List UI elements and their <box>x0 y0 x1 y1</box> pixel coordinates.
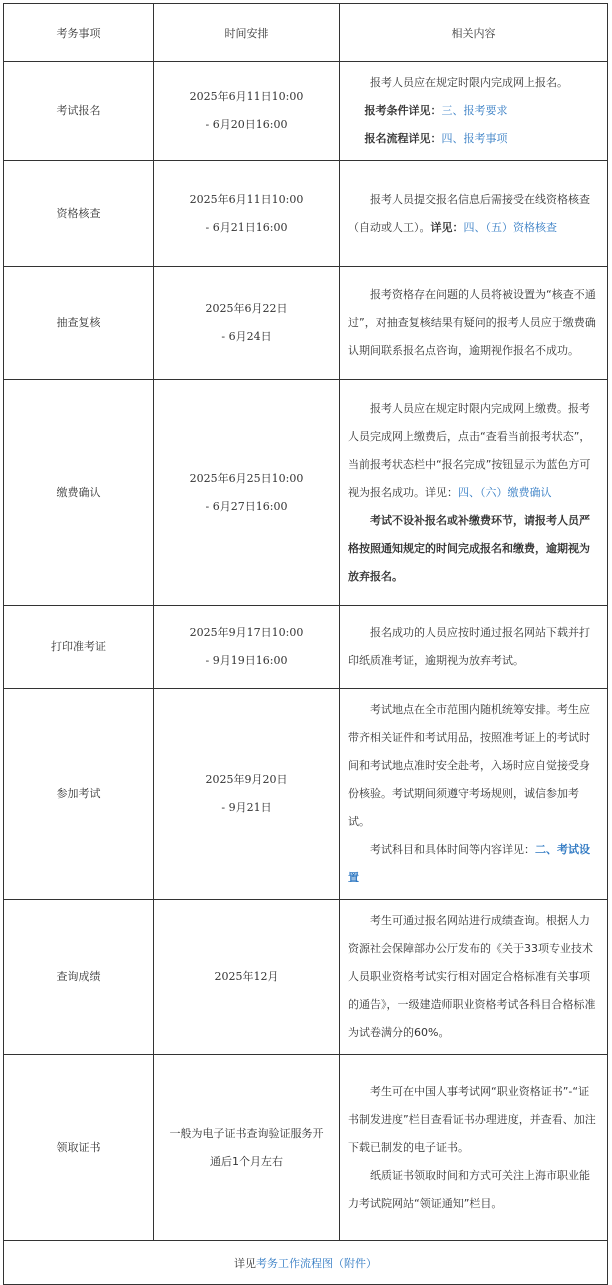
content-paragraph <box>348 186 600 242</box>
content-paragraph: 报名成功的人员应按时通过报名网站下载并打印纸质准考证，逾期视为放弃考试。 <box>348 626 590 667</box>
content-paragraph: 报考资格存在问题的人员将被设置为“核查不通过”，对抽查复核结果有疑问的报考人员应于缴费确认期间联系报名点咨询，逾期视作报名不成功。 <box>348 288 596 357</box>
content-paragraph: 考生可在中国人事考试网“职业资格证书”-“证书制发进度”栏目查看证书办理进度，并查看、加注下载已制发的电子证书。 <box>348 1084 596 1154</box>
table-row <box>4 62 608 161</box>
row-content <box>340 380 608 606</box>
row-content <box>340 62 608 161</box>
row-content <box>340 267 608 380</box>
content-paragraph <box>348 97 600 125</box>
exam-schedule-table <box>3 3 608 1285</box>
row-name: 抽查复核 <box>4 267 154 380</box>
row-time <box>154 900 340 1055</box>
row-name: 缴费确认 <box>4 380 154 606</box>
table-row <box>4 900 608 1055</box>
table-row <box>4 380 608 606</box>
header-row <box>4 4 608 62</box>
footer-prefix: 详见 <box>234 1256 256 1270</box>
row-name: 资格核查 <box>4 161 154 267</box>
footer-cell <box>4 1241 608 1285</box>
time-start: 一般为电子证书查询验证服务开 <box>169 1126 324 1140</box>
time-end: - 6月21日16:00 <box>205 220 288 234</box>
content-paragraph <box>348 125 600 153</box>
content-text: 考试科目和具体时间等内容详见： <box>370 843 535 856</box>
header-item: 考务事项 <box>4 4 154 62</box>
bold-label: 详见： <box>430 220 464 234</box>
row-time <box>154 161 340 267</box>
row-content <box>340 161 608 267</box>
table-row <box>4 1055 608 1241</box>
row-content <box>340 900 608 1055</box>
row-content <box>340 689 608 900</box>
link-exam-settings[interactable]: 二、考试设置 <box>348 843 590 884</box>
time-end: - 6月24日 <box>221 330 272 343</box>
link-workflow-attachment[interactable]: 考务工作流程图（附件） <box>256 1256 377 1270</box>
row-name: 查询成绩 <box>4 900 154 1055</box>
time-end: - 9月21日 <box>221 801 272 814</box>
content-paragraph <box>348 507 600 591</box>
row-content <box>340 1055 608 1241</box>
content-paragraph: 报考人员应在规定时限内完成网上报名。 <box>370 76 568 89</box>
time-start: 2025年9月20日 <box>205 773 288 786</box>
bold-label: 报考条件详见： <box>364 104 442 117</box>
row-time <box>154 606 340 689</box>
header-time: 时间安排 <box>154 4 340 62</box>
row-time <box>154 267 340 380</box>
time-end: - 6月27日16:00 <box>205 499 288 513</box>
row-time <box>154 62 340 161</box>
time-start: 2025年12月 <box>214 970 279 983</box>
row-name: 领取证书 <box>4 1055 154 1241</box>
table-row <box>4 689 608 900</box>
footer-row <box>4 1241 608 1285</box>
time-start: 2025年6月25日10:00 <box>189 471 304 485</box>
content-paragraph: 考试地点在全市范围内随机统筹安排。考生应带齐相关证件和考试用品，按照准考证上的考试时间和考试地点准时安全赴考，入场时应自觉接受身份核验。考试期间须遵守考场规则，诚信参加考试。 <box>348 703 590 828</box>
row-content <box>340 606 608 689</box>
bold-notice: 考试不设补报名或补缴费环节，请报考人员严格按照通知规定的时间完成报名和缴费，逾期视为放弃报名。 <box>348 513 590 583</box>
content-paragraph: 纸质证书领取时间和方式可关注上海市职业能力考试院网站“领证通知”栏目。 <box>348 1168 590 1210</box>
link-qualification-check[interactable]: 四、（五）资格核查 <box>463 220 557 234</box>
link-payment-confirm[interactable]: 四、（六）缴费确认 <box>458 485 552 499</box>
time-start: 2025年6月22日 <box>205 302 288 315</box>
row-time <box>154 689 340 900</box>
table-row <box>4 161 608 267</box>
row-time <box>154 380 340 606</box>
row-name: 参加考试 <box>4 689 154 900</box>
content-paragraph: 考生可通过报名网站进行成绩查询。根据人力资源社会保障部办公厅发布的《关于33项专业技术人员职业资格考试实行相对固定合格标准有关事项的通告》，一级建造师职业资格考试各科目合格标准为试卷满分的60%。 <box>348 914 596 1039</box>
header-content: 相关内容 <box>340 4 608 62</box>
row-name: 考试报名 <box>4 62 154 161</box>
content-text: 报考人员提交报名信息后需接受在线资格核查（自动或人工）。 <box>348 192 590 234</box>
time-start: 2025年9月17日10:00 <box>189 626 304 639</box>
table-row <box>4 606 608 689</box>
link-requirements[interactable]: 三、报考要求 <box>441 104 508 117</box>
time-start: 2025年6月11日10:00 <box>189 192 304 206</box>
link-registration[interactable]: 四、报考事项 <box>441 132 508 145</box>
content-paragraph <box>348 836 600 892</box>
time-start: 2025年6月11日10:00 <box>189 90 304 103</box>
time-end: - 9月19日16:00 <box>205 654 288 667</box>
content-text: 报考人员应在规定时限内完成网上缴费。报考人员完成网上缴费后，点击“查看当前报考状态”，当前报考状态栏中“报名完成”按钮显示为蓝色方可视为报名成功。详见： <box>348 401 591 499</box>
content-paragraph <box>348 395 600 507</box>
row-name: 打印准考证 <box>4 606 154 689</box>
table-row <box>4 267 608 380</box>
time-end: - 6月20日16:00 <box>205 118 288 131</box>
bold-label: 报名流程详见： <box>364 132 442 145</box>
time-end: 通后1个月左右 <box>210 1154 283 1168</box>
row-time <box>154 1055 340 1241</box>
